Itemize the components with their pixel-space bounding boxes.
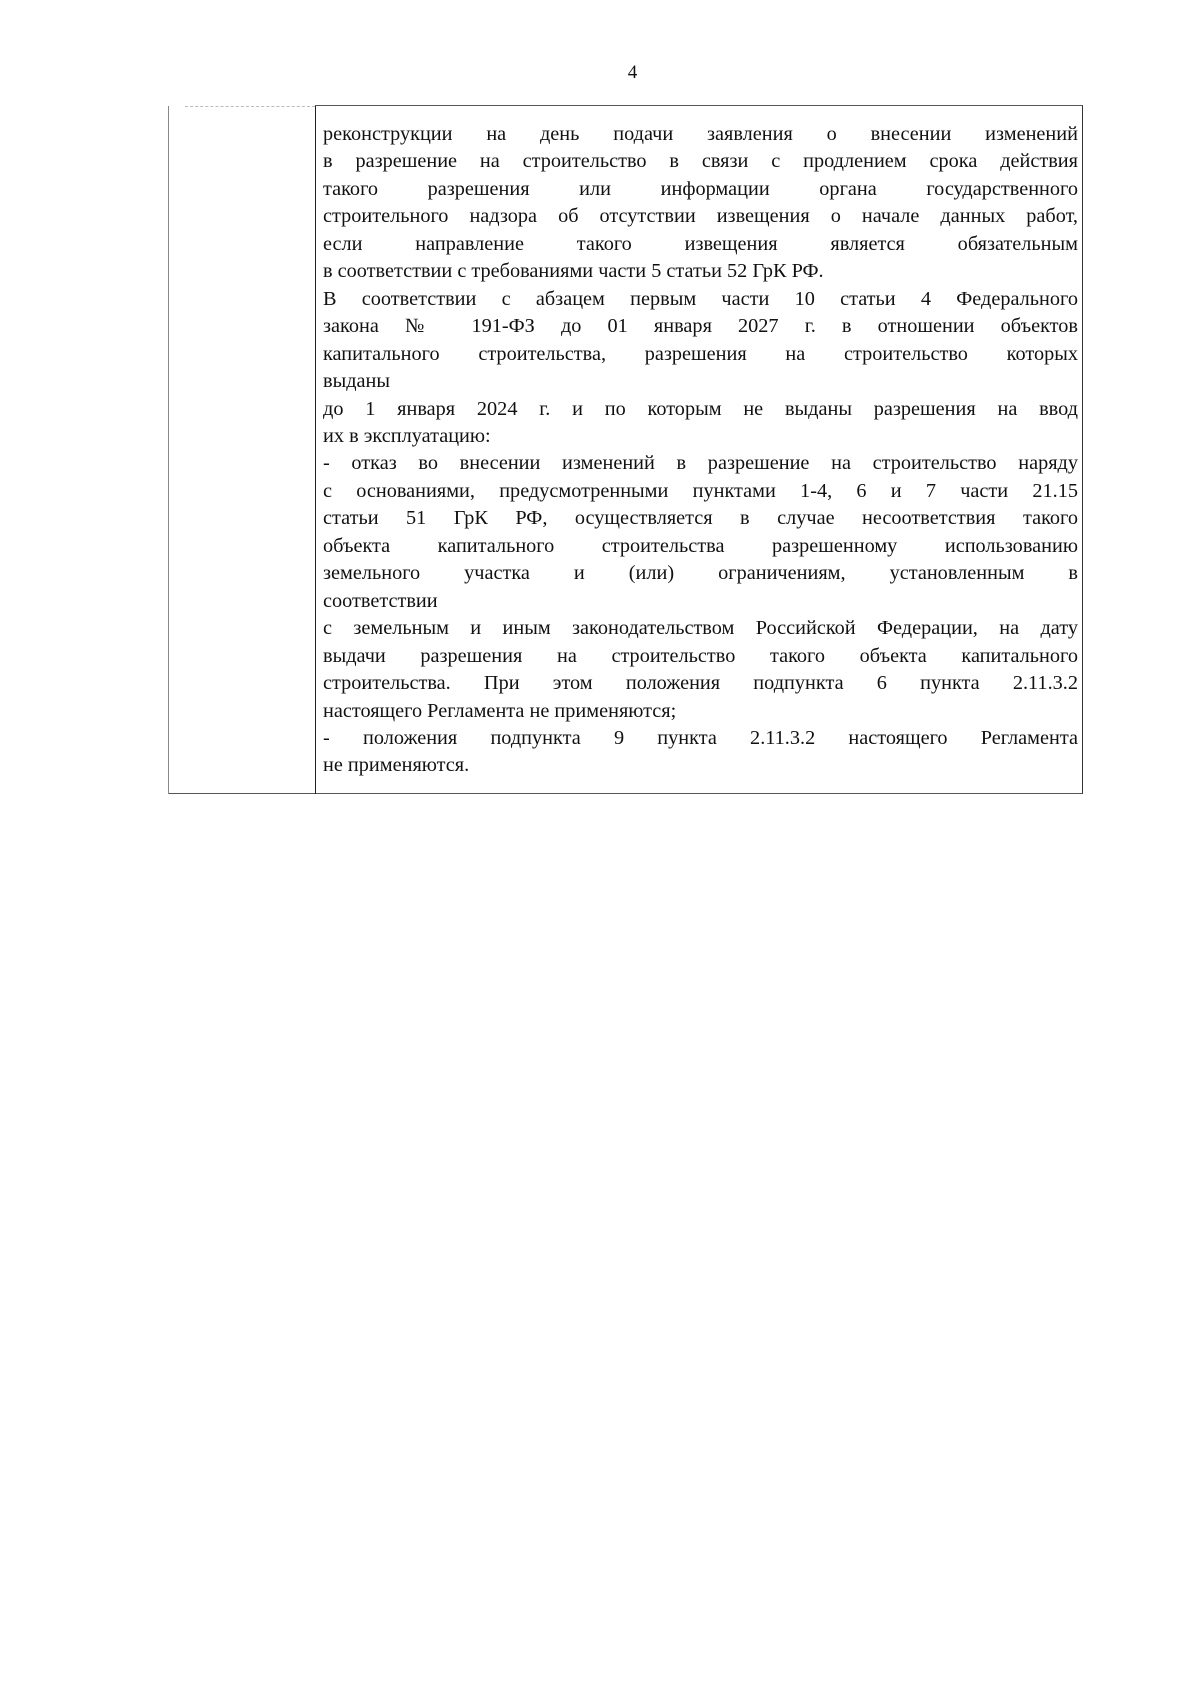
- text-line: земельного участка и (или) ограничениям, установленным в: [323, 562, 1078, 585]
- table-top-border: [315, 105, 1083, 106]
- text-line: в разрешение на строительство в связи с продлением срока действия: [323, 150, 1078, 173]
- text-line: если направление такого извещения является обязательным: [323, 232, 1078, 255]
- text-line: соответствии: [323, 589, 438, 612]
- table-column-divider: [315, 106, 316, 794]
- text-line: строительного надзора об отсутствии извещения о начале данных работ,: [323, 205, 1078, 228]
- table-cell-text: [323, 121, 1078, 780]
- text-line: реконструкции на день подачи заявления о внесении изменений: [323, 123, 1078, 145]
- text-line: в соответствии с требованиями части 5 статьи 52 ГрК РФ.: [323, 260, 824, 283]
- text-line: выдачи разрешения на строительство такого объекта капитального: [323, 644, 1078, 667]
- text-line: объекта капитального строительства разрешенному использованию: [323, 534, 1078, 557]
- text-line: В соответствии с абзацем первым части 10 статьи 4 Федерального: [323, 287, 1078, 310]
- text-line: настоящего Регламента не применяются;: [323, 699, 677, 722]
- text-line: их в эксплуатацию:: [323, 424, 491, 447]
- page-number: 4: [627, 62, 638, 83]
- table-top-border-left: [185, 106, 315, 107]
- text-line: статьи 51 ГрК РФ, осуществляется в случае несоответствия такого: [323, 507, 1078, 530]
- text-line: капитального строительства, разрешения на строительство которых: [323, 342, 1078, 365]
- text-line: такого разрешения или информации органа государственного: [323, 177, 1078, 200]
- text-line: до 1 января 2024 г. и по которым не выданы разрешения на ввод: [323, 397, 1078, 420]
- text-line: - положения подпункта 9 пункта 2.11.3.2 настоящего Регламента: [323, 726, 1078, 749]
- text-line: - отказ во внесении изменений в разрешение на строительство наряду: [323, 452, 1078, 475]
- text-line: с основаниями, предусмотренными пунктами 1-4, 6 и 7 части 21.15: [323, 479, 1078, 502]
- text-line: строительства. При этом положения подпункта 6 пункта 2.11.3.2: [323, 672, 1078, 695]
- text-line: выданы: [323, 370, 391, 393]
- text-line: с земельным и иным законодательством Российской Федерации, на дату: [323, 617, 1078, 640]
- table-left-border: [168, 106, 169, 794]
- text-line: не применяются.: [323, 754, 470, 777]
- text-line: закона № 191-ФЗ до 01 января 2027 г. в отношении объектов: [323, 315, 1078, 338]
